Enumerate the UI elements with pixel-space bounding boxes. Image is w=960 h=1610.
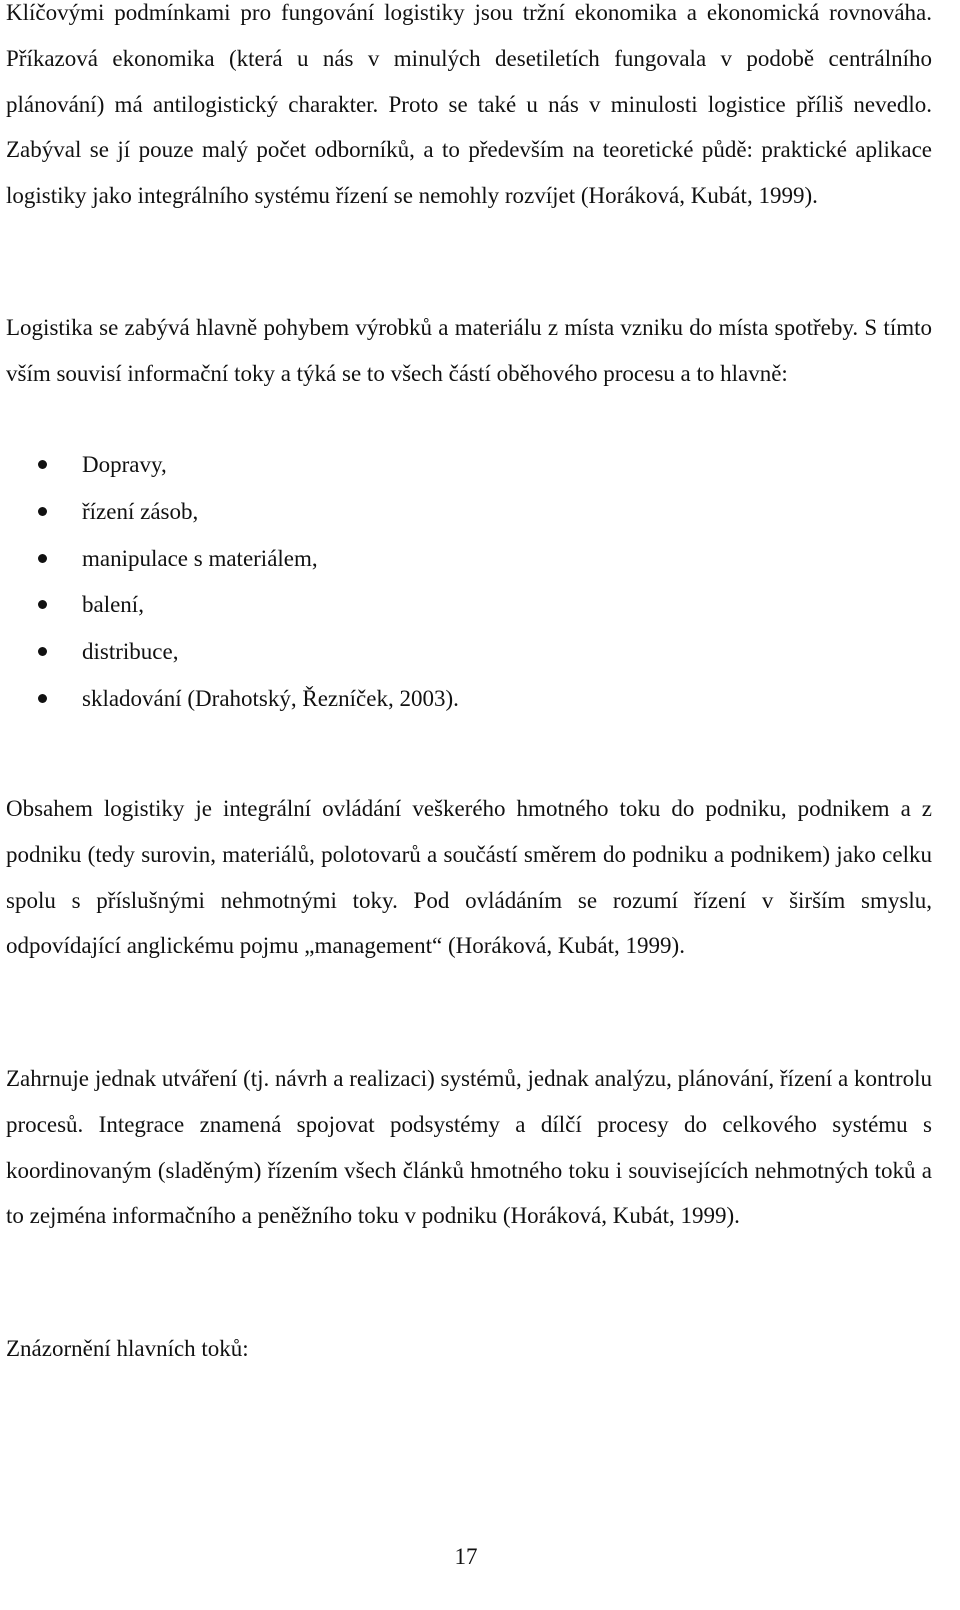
list-item [6,582,932,629]
bullet-icon [38,460,47,469]
bullet-icon [38,694,47,703]
list-item [6,536,932,583]
list-item-text: řízení zásob, [82,498,199,524]
list-item [6,676,932,723]
paragraph-logistics-content: Obsahem logistiky je integrální ovládání veškerého hmotného toku do podniku, podnikem a z podniku (tedy surovin, materiálů, polotovarů a součástí směrem do podniku a podnikem) jako celku spolu s příslušnými nehmotnými toky. Pod ovládáním se rozumí řízení v širším smyslu, odpovídající anglickému pojmu „management“ (Horáková, Kubát, 1999). [6,796,932,959]
list-item [6,489,932,536]
bullet-icon [38,507,47,516]
list-item [6,629,932,676]
list-item-text: distribuce, [82,639,179,665]
list-item-text: balení, [82,592,144,618]
bullet-icon [38,647,47,656]
list-item-text: manipulace s materiálem, [82,545,318,571]
bullet-list-process-parts [6,442,932,723]
list-item-text: Dopravy, [82,452,167,477]
bullet-icon [38,554,47,563]
page-number: 17 [454,1544,478,1569]
paragraph-main-flows-heading: Znázornění hlavních toků: [6,1336,249,1361]
paragraph-integration: Zahrnuje jednak utváření (tj. návrh a realizaci) systémů, jednak analýzu, plánování, řízení a kontrolu procesů. Integrace znamená spojovat podsystémy a dílčí procesy do celkového systému s koordinovaným (sladěným) řízením všech článků hmotného toku i souvisejících nehmotných toků a to zejména informačního a peněžního toku v podniku (Horáková, Kubát, 1999). [6,1066,932,1229]
paragraph-logistics-scope: Logistika se zabývá hlavně pohybem výrobků a materiálu z místa vzniku do místa spotřeby. S tímto vším souvisí informační toky a týká se to všech částí oběhového procesu a to hlavně: [6,315,932,386]
bullet-icon [38,600,47,609]
list-item-text: skladování (Drahotský, Řezníček, 2003). [82,685,459,711]
list-item [6,442,932,489]
paragraph-market-economy: Klíčovými podmínkami pro fungování logistiky jsou tržní ekonomika a ekonomická rovnováha. Příkazová ekonomika (která u nás v minulých desetiletích fungovala v podobě centrálního plánování) má antilogistický charakter. Proto se také u nás v minulosti logistice příliš nevedlo. Zabýval se jí pouze malý počet odborníků, a to především na teoretické půdě: praktické aplikace logistiky jako integrálního systému řízení se nemohly rozvíjet (Horáková, Kubát, 1999). [6,0,932,209]
